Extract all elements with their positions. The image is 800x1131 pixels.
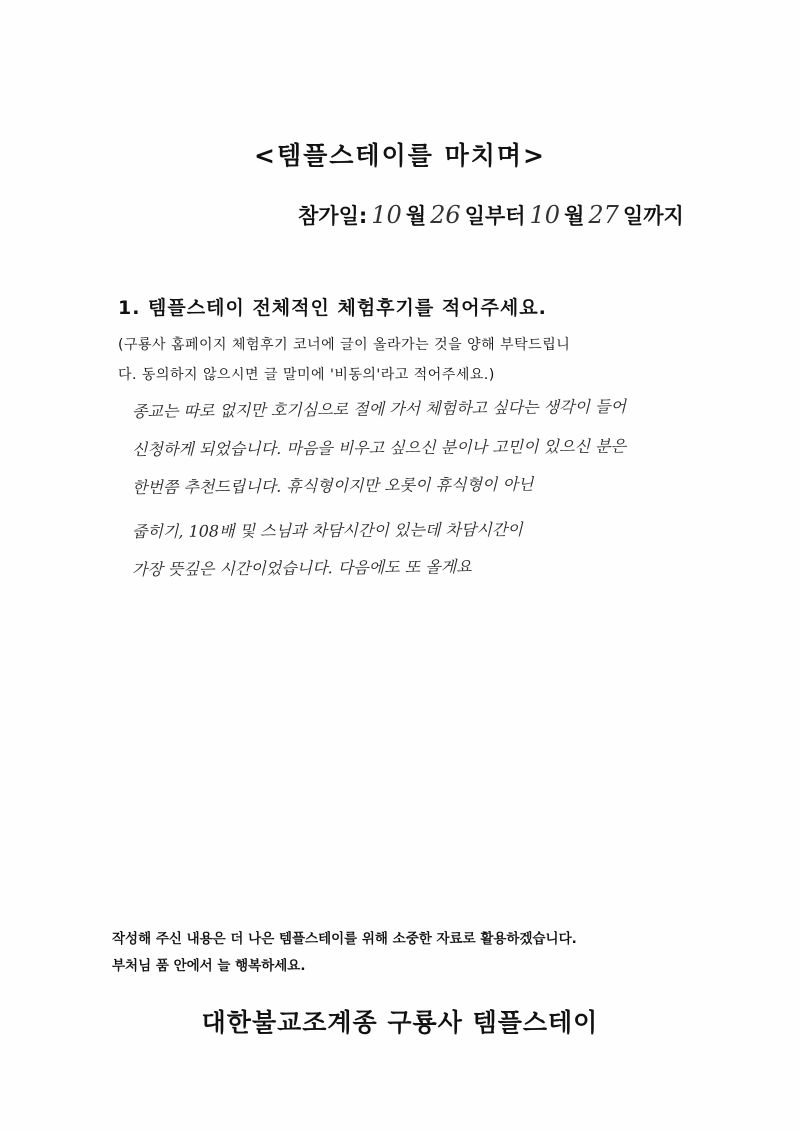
answer-line: 신청하게 되었습니다. 마음을 비우고 싶으신 분이나 고민이 있으신 분은 — [131, 436, 627, 459]
answer-line: 한번쯤 추천드립니다. 휴식형이지만 오롯이 휴식형이 아닌 — [131, 474, 534, 497]
footer-note — [112, 926, 577, 980]
start-month-value: 10 — [371, 201, 402, 229]
answer-line: 줍히기, 108배 및 스님과 차담시간이 있는데 차담시간이 — [131, 519, 523, 541]
consent-note — [118, 330, 718, 390]
handwritten-answer — [132, 393, 772, 589]
end-day-value: 27 — [588, 201, 619, 229]
participation-dates — [298, 200, 684, 230]
end-month-value: 10 — [529, 201, 561, 229]
answer-line: 가장 뜻깊은 시간이었습니다. 다음에도 또 올게요 — [131, 557, 472, 579]
organization-name: 대한불교조계종 구룡사 템플스테이 — [201, 1008, 599, 1037]
from-label: 일부터 — [464, 204, 526, 228]
question-heading: 1. 템플스테이 전체적인 체험후기를 적어주세요. — [118, 297, 547, 319]
consent-note-line: 다. 동의하지 않으시면 글 말미에 '비동의'라고 적어주세요.) — [118, 367, 495, 383]
end-month-unit: 월 — [564, 204, 585, 228]
footer-line: 부처님 품 안에서 늘 행복하세요. — [112, 958, 306, 974]
consent-note-line: (구룡사 홈페이지 체험후기 코너에 글이 올라가는 것을 양해 부탁드립니 — [118, 337, 571, 353]
answer-line: 종교는 따로 없지만 호기심으로 절에 가서 체험하고 싶다는 생각이 들어 — [131, 396, 627, 421]
participation-label: 참가일: — [298, 204, 368, 228]
to-label: 일까지 — [622, 204, 684, 228]
footer-line: 작성해 주신 내용은 더 나은 템플스테이를 위해 소중한 자료로 활용하겠습니다. — [112, 931, 577, 947]
page-title: <템플스테이를 마치며> — [254, 141, 546, 170]
start-day-value: 26 — [430, 201, 461, 229]
start-month-unit: 월 — [405, 204, 427, 228]
